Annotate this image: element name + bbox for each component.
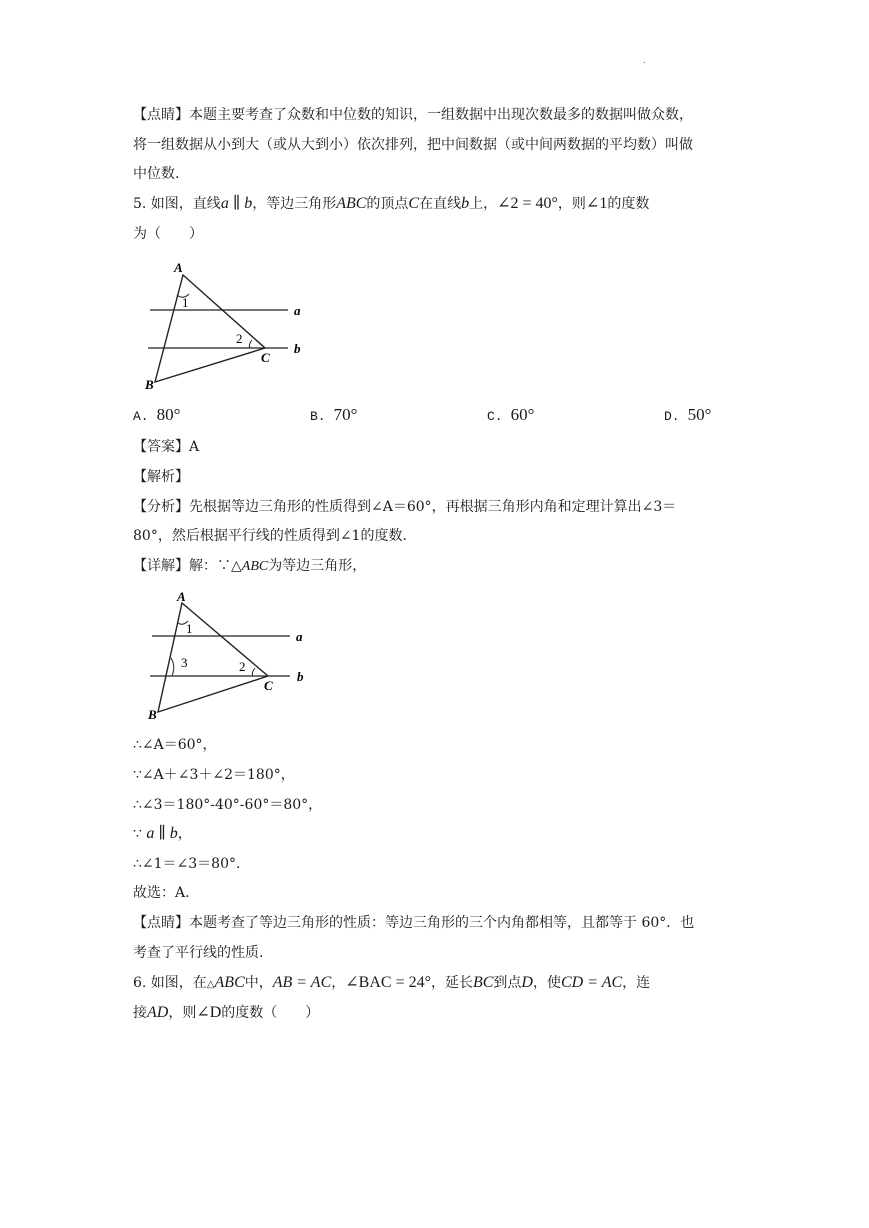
- q5-suffix: 的度数: [607, 196, 650, 212]
- prev-comment-line-1: 【点睛】本题主要考查了众数和中位数的知识，一组数据中出现次数最多的数据叫做众数，: [133, 107, 693, 123]
- prev-comment-line-2: 将一组数据从小到大（或从大到小）依次排列，把中间数据（或中间两数据的平均数）叫做: [133, 137, 693, 153]
- fig1-label-line-a: a: [294, 303, 301, 318]
- triangle-abc: ABC: [336, 195, 367, 212]
- step-5: ∴∠1＝∠3＝80°.: [133, 856, 241, 872]
- q6-line2-prefix: 接: [133, 1005, 147, 1021]
- question-6-line-2: [133, 1003, 319, 1023]
- fig1-label-c-vertex: C: [261, 350, 270, 365]
- step-4: [133, 824, 192, 844]
- vertex-c: C: [408, 195, 420, 212]
- analysis-line-2: 80°，然后根据平行线的性质得到∠1的度数.: [133, 528, 407, 544]
- page-top-dot: .: [643, 56, 646, 65]
- q6-text-4: 到点: [493, 975, 522, 991]
- fig2-label-a-vertex: A: [177, 589, 186, 604]
- q6-line2-mid: ，则: [168, 1005, 197, 1021]
- detail-line: [133, 556, 366, 577]
- q6-triangle-symbol: △: [206, 979, 215, 990]
- question-5-line-1: [133, 194, 649, 214]
- q6-prefix: 6. 如图，在: [133, 975, 207, 991]
- option-b[interactable]: [310, 405, 357, 425]
- step-4-parallel: ∥: [154, 825, 170, 842]
- q6-angle-bac: ∠BAC = 24°: [345, 974, 431, 991]
- detail-abc: ABC: [241, 559, 269, 574]
- triangle-figure-1: [140, 258, 320, 398]
- q5-text-5: ，则: [557, 196, 586, 212]
- q6-eq-cd-ac: CD = AC: [560, 974, 623, 991]
- option-d[interactable]: [664, 405, 711, 425]
- q6-text-2: ，: [331, 975, 346, 991]
- q5-text-4: 上，: [469, 196, 498, 212]
- fig2-label-angle-1: 1: [186, 621, 193, 636]
- detail-suffix: 为等边三角形，: [268, 558, 367, 574]
- fig1-label-a-vertex: A: [174, 260, 183, 275]
- q6-text-3: ，延长: [430, 975, 473, 991]
- q5-text-1: ，等边三角形: [252, 196, 337, 212]
- q6-ad: AD: [147, 1004, 169, 1021]
- option-a-value: 80°: [156, 405, 181, 424]
- fig2-label-line-b: b: [297, 669, 304, 684]
- option-a-label: A.: [133, 409, 149, 424]
- q6-text-6: ，连: [622, 975, 651, 991]
- choice-line: 故选：A.: [133, 885, 190, 901]
- q6-text-1: 中，: [244, 975, 273, 991]
- triangle-figure-2: [140, 586, 320, 726]
- prev-comment-line-3: 中位数.: [133, 166, 180, 182]
- analysis-line-1: 【分析】先根据等边三角形的性质得到∠A＝60°，再根据三角形内角和定理计算出∠3＝: [133, 499, 677, 515]
- fig1-label-line-b: b: [294, 341, 301, 356]
- parallel-symbol: ∥: [228, 195, 245, 212]
- step-1: ∴∠A＝60°，: [133, 737, 217, 753]
- q6-bc: BC: [472, 974, 494, 991]
- option-b-label: B.: [310, 409, 326, 424]
- comment-line-1: 【点睛】本题考查了等边三角形的性质：等边三角形的三个内角都相等，且都等于 60°．也: [133, 915, 695, 931]
- q5-prefix: 5. 如图，直线: [133, 196, 221, 212]
- option-d-label: D.: [664, 409, 680, 424]
- fig1-label-angle-1: 1: [182, 295, 189, 310]
- option-a[interactable]: [133, 405, 180, 425]
- step-4-prefix: ∵: [133, 826, 147, 842]
- analysis-title: 【解析】: [133, 469, 189, 485]
- q6-angle-d: ∠D: [196, 1004, 222, 1021]
- angle-2-value: ∠2 = 40°: [497, 195, 558, 212]
- option-c-label: C.: [487, 409, 503, 424]
- option-c[interactable]: [487, 405, 534, 425]
- step-4-suffix: ，: [177, 826, 192, 842]
- fig1-label-b-vertex: B: [145, 377, 154, 392]
- step-4-a: a: [146, 825, 155, 842]
- question-6-line-1: [133, 973, 650, 995]
- step-3: ∴∠3＝180°-40°-60°＝80°，: [133, 797, 323, 813]
- option-c-value: 60°: [510, 405, 535, 424]
- step-2: ∵∠A＋∠3＋∠2＝180°，: [133, 767, 295, 783]
- fig2-label-b-vertex: B: [148, 707, 157, 722]
- answer-line: 【答案】A: [133, 439, 200, 455]
- comment-line-2: 考查了平行线的性质.: [133, 945, 264, 961]
- fig2-label-c-vertex: C: [264, 678, 273, 693]
- line-a: a: [220, 195, 229, 212]
- q6-line2-suffix: 的度数（ ）: [221, 1005, 320, 1021]
- line-b-2: b: [461, 195, 470, 212]
- option-b-value: 70°: [333, 405, 358, 424]
- step-4-b: b: [169, 825, 178, 842]
- fig2-label-angle-3: 3: [181, 655, 188, 670]
- q6-eq-ab-ac: AB = AC: [272, 974, 332, 991]
- question-5-line-2: 为（ ）: [133, 226, 203, 242]
- angle-1: ∠1: [585, 195, 608, 212]
- fig1-label-angle-2: 2: [236, 331, 243, 346]
- option-d-value: 50°: [687, 405, 712, 424]
- fig2-label-line-a: a: [296, 629, 303, 644]
- line-b: b: [244, 195, 253, 212]
- q5-text-2: 的顶点: [366, 196, 409, 212]
- q5-text-3: 在直线: [419, 196, 462, 212]
- q6-text-5: ，使: [532, 975, 561, 991]
- q6-abc: ABC: [214, 974, 245, 991]
- q6-point-d: D: [521, 974, 533, 991]
- detail-prefix: 【详解】解：∵△: [133, 558, 242, 574]
- fig2-label-angle-2: 2: [239, 659, 246, 674]
